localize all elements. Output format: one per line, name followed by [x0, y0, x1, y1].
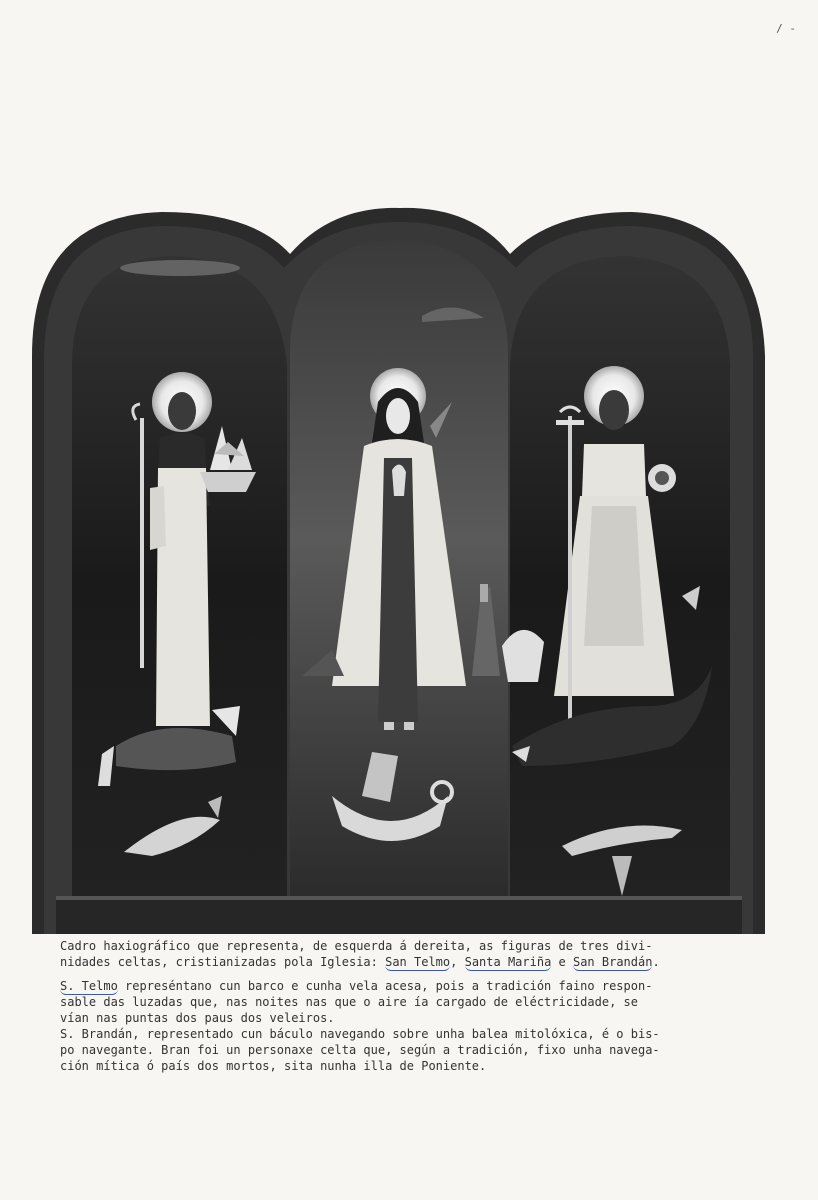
brandan-line-1: S. Brandán, representado cun báculo navegando sobre unha balea mitolóxica, é o bis- — [60, 1027, 660, 1041]
telmo-line-1: represéntano cun barco e cunha vela acesa, pois a tradición faino respon- — [117, 979, 653, 993]
san-brandan-name: San Brandán — [572, 955, 653, 969]
caption-end: . — [652, 955, 660, 969]
telmo-line-2: sable das luzadas que, nas noites nas que o aire ía cargado de eléctricidade, se — [60, 995, 638, 1009]
brandan-line-2: po navegante. Bran foi un personaxe celta que, según a tradición, fixo unha navega- — [60, 1043, 660, 1057]
san-telmo-name: San Telmo — [385, 955, 451, 969]
separator-1: , — [450, 955, 465, 969]
separator-2: e — [551, 955, 573, 969]
page-mark: / - — [776, 22, 796, 35]
telmo-label: S. Telmo — [60, 979, 118, 993]
brandan-line-3: ción mítica ó país dos mortos, sita nunha illa de Poniente. — [60, 1059, 487, 1073]
telmo-line-3: vían nas puntas dos paus dos veleiros. — [60, 1011, 335, 1025]
santa-marina-name: Santa Mariña — [464, 955, 552, 969]
caption-telmo-paragraph — [60, 978, 760, 1074]
caption-intro — [60, 938, 760, 970]
caption — [60, 938, 760, 1074]
caption-intro-line-2: nidades celtas, cristianizadas pola Iglesia: — [60, 955, 386, 969]
caption-intro-line-1: Cadro haxiográfico que representa, de esquerda á dereita, as figuras de tres divi- — [60, 939, 653, 953]
triptych-photo — [32, 206, 765, 934]
